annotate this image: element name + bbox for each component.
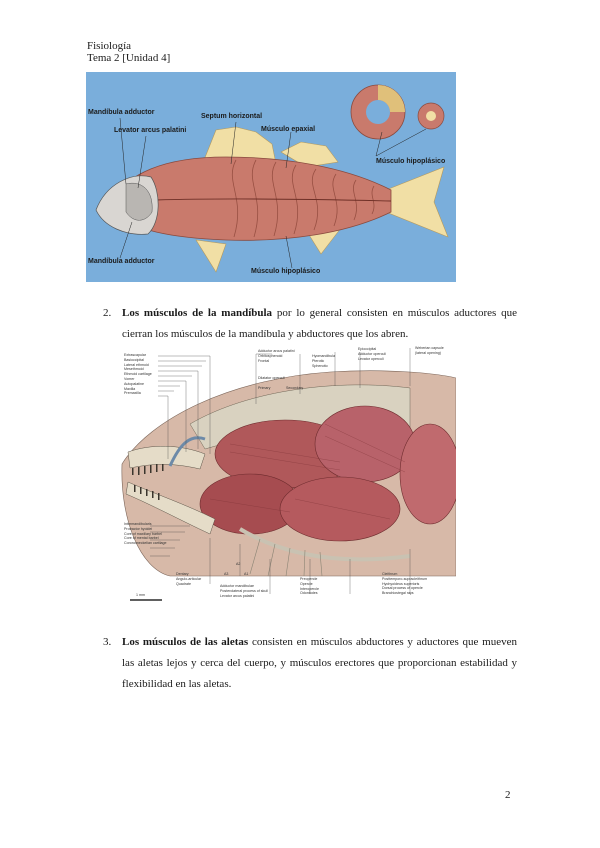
label-quadrate: Quadrate [176,581,191,586]
labels-left-top [124,353,152,396]
label-maxilla: Maxilla [124,386,136,391]
label-adductor-arcus-palatini: Adductor arcus palatini [258,349,295,353]
label-interopercle: Interopercle [300,586,319,591]
label-vomer: Vomer [124,376,135,381]
label-musculo-epaxial: Músculo epaxial [261,126,316,133]
label-orbitosphenoid: Orbitosphenoid [258,353,283,358]
label-mandibula-adductor-top: Mandíbula adductor [88,109,155,116]
label-extrascapular: Extrascapular [124,353,146,357]
label-mandibula-adductor-bottom: Mandíbula adductor [88,258,155,265]
list-number: 2. [103,307,112,319]
labels-bottom-left [176,572,201,586]
label-dentary: Dentary [176,572,189,576]
label-a2: A2 [236,562,241,566]
label-preopercle: Preopercle [300,577,318,581]
labels-top-mid [258,349,295,363]
page-number: 2 [505,789,511,801]
label-frontal: Frontal [258,358,270,363]
labels-bottom-mid-2 [300,577,319,596]
list-description: consisten en músculos abductores y aductores que mueven las aletas lejos y cerca del cuerpo, y músculos erectores que proporcionan estabilidad y flexibilidad en las aletas. [122,636,517,690]
label-protractor-hyoidei: Protractor hyoidei [124,526,153,531]
label-levator-arcus-palatini: Levator arcus palatini [220,593,255,598]
label-septum-horizontal: Septum horizontal [201,113,263,120]
label-musculo-hipoplasico-bottom: Músculo hipoplásico [251,268,321,275]
list-text [122,303,517,345]
label-sphenotic: Sphenotic [312,363,328,368]
head-musculature-figure [110,344,456,610]
label-a1: A1 [244,572,249,576]
label-cleithrum: Cleithrum [382,572,398,576]
label-secondary: Secondary [286,386,304,390]
label-epioccipital: Epioccipital [358,347,377,351]
label-posterolateral-process: Posterolateral process of skull [220,588,268,593]
label-adductor-mandibulae: Adductor mandibulae [220,584,254,588]
labels-bottom-mid [220,584,268,598]
label-coronomeckelian-cartilage: Coronomeckelian cartilage [124,541,167,546]
label-basioccipital: Basioccipital [124,357,144,362]
list-text [122,632,517,695]
label-hyohyoideus-superioris: Hyohyoideus superioris [382,581,420,586]
list-number: 3. [103,636,112,648]
list-description: por lo general consisten en músculos aductores que cierran los músculos de la mandíbula y abductores que los abren. [122,307,517,340]
labels-bottom-right [382,572,427,596]
labels-top-right-1 [312,354,335,368]
label-branchiostegal-rays: Branchiostegal rays [382,591,414,596]
list-item-jaw-muscles [103,303,517,345]
page-header [87,40,170,64]
scale-bar-label: 1 mm [136,593,145,597]
label-core-mental-barbel: Core of mental barbel [124,536,159,541]
label-angulo-articular: Angulo-articular [176,576,202,581]
label-opercle: Opercle [300,581,313,586]
header-course: Fisiología [87,40,132,52]
label-odontodes: Odontodes [300,591,318,596]
label-weberian-capsule: Weberian capsule (lateral opening) [415,346,444,355]
list-term: Los músculos de la mandíbula [122,307,273,319]
labels-left-bottom [124,522,167,546]
label-autopalatine: Autopalatine [124,381,144,386]
label-levator-operculi: Levator operculi [358,356,384,361]
label-levator-arcus-palatini: Levator arcus palatini [114,127,187,134]
head-musculature-illustration [110,344,456,610]
label-ethmoid-cartilage: Ethmoid cartilage [124,372,152,377]
label-pterotic: Pterotic [312,358,325,363]
labels-top-right-2 [358,347,386,361]
list-term: Los músculos de las aletas [122,636,249,648]
label-mesethmoid: Mesethmoid [124,367,144,372]
label-musculo-hipoplasico-right: Músculo hipoplásico [376,158,446,165]
label-lateral-ethmoid: Lateral ethmoid [124,362,149,367]
label-dorsal-process-opercle: Dorsal process of opercle [382,586,423,591]
label-hyomandibula: Hyomandibula [312,354,335,358]
label-core-maxillary-barbel: Core of maxillary barbel [124,531,162,536]
list-item-fin-muscles [103,632,517,695]
header-topic: Tema 2 [Unidad 4] [87,52,171,64]
fish-muscle-figure [86,72,456,282]
label-dilatator-operculi: Dilatator operculi [258,376,285,380]
label-adductor-operculi: Adductor operculi [358,351,386,356]
label-a3: A3 [224,572,229,576]
label-primary: Primary [258,386,271,390]
fish-muscle-illustration [86,72,456,282]
label-intermandibularis: Intermandibularis [124,522,152,526]
label-premaxilla: Premaxilla [124,391,141,396]
label-posttemporo-supracleithrum: Posttemporo-supracleithrum [382,576,428,581]
